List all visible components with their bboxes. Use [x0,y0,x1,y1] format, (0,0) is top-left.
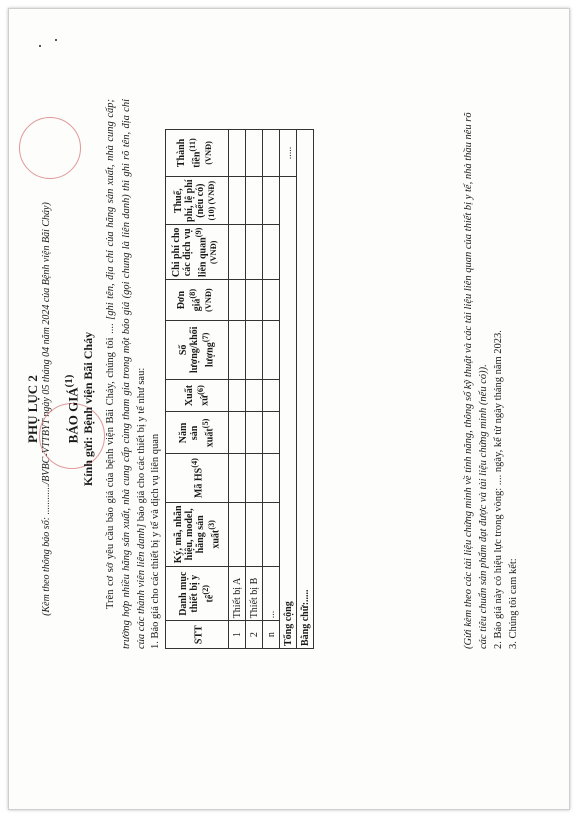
commitment-line: 3. Chúng tôi cam kết: [508,558,519,649]
row-stt: 1 [229,621,246,649]
header-cell: Ký, mã, nhãn hiệu, model, hãng sản xuất$^{(3)}$ [166,502,229,566]
appendix-subtitle: (Kèm theo thông báo số: ............/BVBC-VTTBYT ngày 05 tháng 04 năm 2024 của Bệnh viện Bãi Cháy) [41,202,52,616]
header-cell: Danh mục thiết bị y tế$^{(2)}$ [166,567,229,621]
quote-table [165,129,314,649]
quote-recipient: Kính gửi: Bệnh viện Bãi Cháy [81,331,95,487]
rotated-content [19,19,559,799]
quote-title-sup: (1) [63,374,75,388]
header-cell: Thành tiền$^{(11) (VNĐ)}$ [166,130,229,177]
total-value: ..... [280,130,297,177]
validity-line: 2. Báo giá này có hiệu lực trong vòng: .... ngày, kể từ ngày tháng năm 2023. [493,330,504,649]
row-device-name: ... [263,567,280,621]
header-cell: Chi phí cho các dịch vụ liên quan$^{(9) (VNĐ)}$ [166,225,229,280]
header-cell: Đơn giá$^{(8) (VNĐ)}$ [166,280,229,321]
intro-paragraph [103,99,150,649]
row-stt: n [263,621,280,649]
appendix-title: PHỤ LỤC 2 [25,375,40,443]
table-row [263,130,280,649]
header-cell: Xuất xứ$^{(6)}$ [166,379,229,412]
amount-in-words: Bằng chữ:..... [297,130,314,649]
row-device-name: Thiết bị B [246,567,263,621]
header-cell: Năm sản xuất$^{(5)}$ [166,412,229,454]
row-device-name: Thiết bị A [229,567,246,621]
header-cell: Mã HS$^{(4)}$ [166,454,229,502]
header-cell: STT [166,621,229,649]
table-row [246,130,263,649]
section-1-heading: 1. Báo giá cho các thiết bị y tế và dịch vụ liên quan [150,433,161,649]
intro-part3: báo giá cho các thiết bị y tế như sau: [136,367,147,524]
attachment-note: (Gửi kèm theo các tài liệu chứng minh về tính năng, thông số kỹ thuật và các tài liệu liên quan của thiết bị y tế, nhà thầu nêu rõ các tiêu chuẩn sản phẩm đạt được và tài liệu chứng minh (nếu có)). [463,112,489,649]
table-total-row [280,130,297,649]
closing-notes [461,99,521,649]
document-page [8,8,570,810]
table-row [229,130,246,649]
header-cell: Thuế, phí, lệ phí (nếu có)$^{(10) (VNĐ)}$ [166,176,229,225]
header-cell: Số lượng/khối lượng$^{(7)}$ [166,321,229,380]
total-label: Tổng cộng [280,176,297,648]
quote-title-text: BÁO GIÁ [65,387,81,444]
row-stt: 2 [246,621,263,649]
quote-title [63,19,81,799]
intro-part2: [ghi tên, địa chỉ của hãng sản xuất, nhà cung cấp; trường hợp nhiều hãng sản xuất, nhà cung cấp cùng tham gia trong một báo giá (gọi chung là liên danh) thì ghi rõ tên, địa chỉ của các thành viên liên danh] [105,99,147,649]
table-words-row [297,130,314,649]
intro-part1: Trên cơ sở yêu cầu báo giá của bệnh viện Bãi Cháy, chúng tôi .... [105,319,116,609]
table-header-row [166,130,229,649]
